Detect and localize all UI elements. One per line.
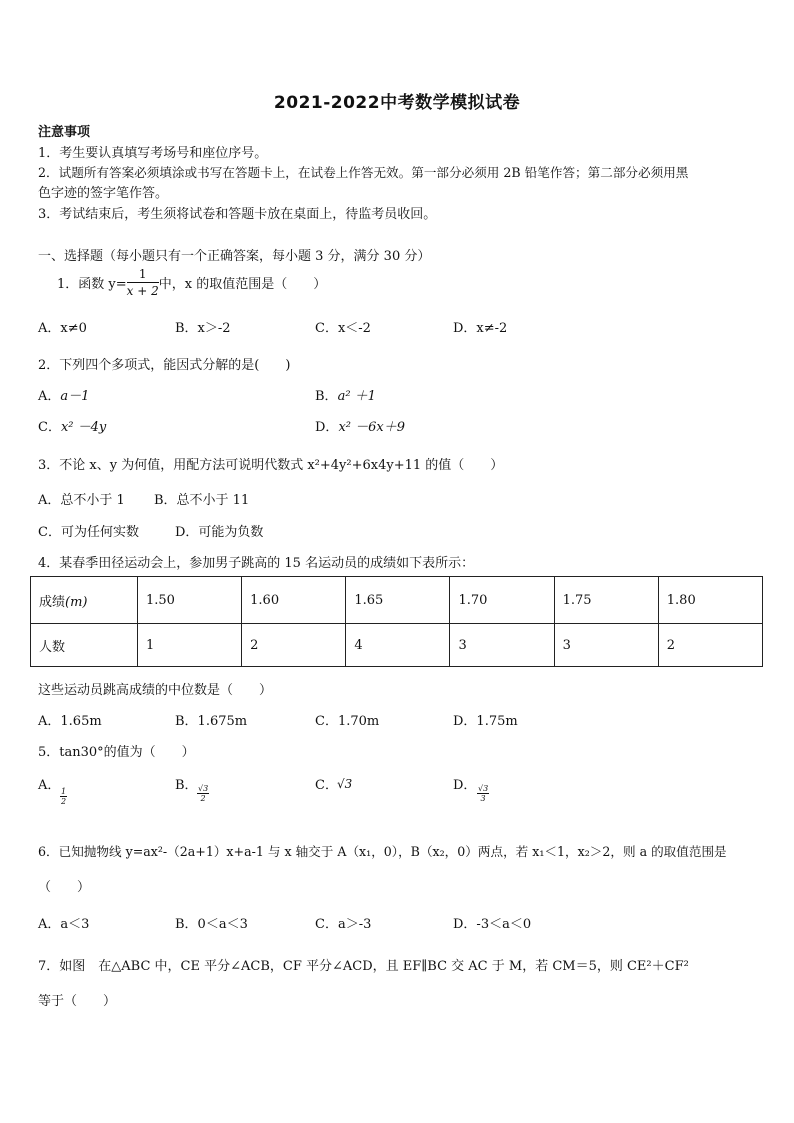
table-cell: 1.80	[658, 577, 762, 624]
score-unit: (m)	[65, 594, 88, 610]
notice-item-2-line-2: 色字迹的签字笔作答。	[38, 186, 169, 201]
question-1-stem	[57, 267, 326, 298]
question-5-option-a-fraction	[60, 787, 67, 806]
question-7-stem-line-2: 等于（ ）	[38, 994, 117, 1009]
question-5-option-b-fraction	[197, 784, 209, 803]
question-5-option-a-label: A．	[38, 778, 61, 793]
question-1-option-d: D．x≠-2	[453, 321, 508, 336]
table-cell: 1.50	[138, 577, 242, 624]
question-5-option-c-label: C．	[315, 778, 338, 793]
question-2-option-b	[315, 385, 376, 404]
table-header-cell	[31, 577, 138, 624]
fraction-numerator: √3	[198, 784, 209, 793]
fraction-denominator: 2	[61, 797, 67, 806]
question-1-option-b: B．x＞-2	[175, 321, 231, 336]
question-3-option-b: B．总不小于 11	[154, 493, 250, 508]
question-2-option-c	[38, 416, 106, 435]
question-4-option-b: B．1.675m	[175, 714, 248, 729]
page-title: 2021-2022中考数学模拟试卷	[273, 93, 521, 113]
question-5-option-d-label: D．	[453, 778, 477, 793]
question-3-option-a: A．总不小于 1	[38, 493, 125, 508]
question-4-option-c: C．1.70m	[315, 714, 380, 729]
question-4-option-d: D．1.75m	[453, 714, 518, 729]
table-row	[31, 577, 763, 624]
section-1-heading: 一、选择题（每小题只有一个正确答案，每小题 3 分，满分 30 分）	[38, 249, 431, 264]
notice-item-1: 1．考生要认真填写考场号和座位序号。	[38, 146, 268, 161]
question-3-stem: 3．不论 x、y 为何值，用配方法可说明代数式 x²+4y²+6x4y+11 的值（ ）	[38, 458, 504, 473]
table-cell: 4	[346, 624, 450, 667]
question-3-option-d: D．可能为负数	[175, 525, 264, 540]
option-label: A．	[38, 389, 61, 404]
question-6-option-d: D．-3＜a＜0	[453, 917, 532, 932]
table-cell: 1.70	[450, 577, 554, 624]
table-cell: 3	[554, 624, 658, 667]
question-3-option-c: C．可为任何实数	[38, 525, 139, 540]
table-cell: 2	[242, 624, 346, 667]
question-1-prefix: 1．函数 y=	[57, 277, 127, 292]
notice-heading: 注意事项	[38, 125, 91, 140]
question-1-option-a: A．x≠0	[38, 321, 87, 336]
fraction-denominator: 2	[200, 794, 206, 803]
question-4-stem: 4．某春季田径运动会上，参加男子跳高的 15 名运动员的成绩如下表所示：	[38, 556, 475, 571]
question-6-option-c: C．a＞-3	[315, 917, 372, 932]
option-label: D．	[315, 420, 339, 435]
notice-item-2-line-1: 2．试题所有答案必须填涂或书写在答题卡上，在试卷上作答无效。第一部分必须用 2B 铅笔作答；第二部分必须用黑	[38, 165, 689, 180]
question-1-fraction-denominator: x + 2	[126, 284, 159, 298]
question-7-stem-line-1: 7．如图 在△ABC 中，CE 平分∠ACB，CF 平分∠ACD，且 EF∥BC 交 AC 于 M，若 CM＝5，则 CE²＋CF²	[38, 959, 689, 974]
score-table	[30, 576, 763, 667]
table-header-cell: 人数	[31, 624, 138, 667]
option-expression: a² ＋1	[337, 389, 376, 404]
table-cell: 1.60	[242, 577, 346, 624]
table-cell: 1.75	[554, 577, 658, 624]
question-6-stem-line-2: （ ）	[38, 880, 91, 895]
question-1-suffix: 中，x 的取值范围是（ ）	[158, 277, 327, 292]
question-5-option-d-fraction	[477, 784, 489, 803]
option-expression: a－1	[60, 389, 90, 404]
question-1-option-c: C．x＜-2	[315, 321, 371, 336]
question-6-stem-line-1: 6．已知抛物线 y=ax²-（2a+1）x+a-1 与 x 轴交于 A（x₁，0），B（x₂，0）两点，若 x₁＜1，x₂＞2，则 a 的取值范围是	[38, 844, 727, 859]
question-2-stem: 2．下列四个多项式，能因式分解的是( )	[38, 358, 291, 373]
question-4-question: 这些运动员跳高成绩的中位数是（ ）	[38, 683, 273, 698]
table-cell: 3	[450, 624, 554, 667]
question-2-option-d	[315, 416, 405, 435]
question-5-stem: 5．tan30°的值为（ ）	[38, 745, 195, 760]
score-header: 成绩	[39, 594, 66, 610]
question-1-fraction	[127, 267, 159, 298]
option-expression: x² －4y	[60, 420, 107, 435]
question-6-option-a: A．a＜3	[38, 917, 90, 932]
fraction-numerator: √3	[478, 784, 489, 793]
question-2-option-a	[38, 385, 89, 404]
question-1-fraction-numerator: 1	[127, 267, 159, 283]
table-cell: 1	[138, 624, 242, 667]
table-cell: 2	[658, 624, 762, 667]
option-label: B．	[315, 389, 338, 404]
option-label: C．	[38, 420, 61, 435]
notice-item-3: 3．考试结束后，考生须将试卷和答题卡放在桌面上，待监考员收回。	[38, 207, 437, 222]
question-4-option-a: A．1.65m	[38, 714, 102, 729]
option-expression: x² －6x＋9	[338, 420, 405, 435]
fraction-denominator: 3	[480, 794, 486, 803]
question-5-option-b-label: B．	[175, 778, 198, 793]
table-row	[31, 624, 763, 667]
table-cell: 1.65	[346, 577, 450, 624]
question-6-option-b: B．0＜a＜3	[175, 917, 248, 932]
question-5-option-c-value: √3	[337, 777, 353, 791]
fraction-numerator: 1	[61, 787, 67, 796]
